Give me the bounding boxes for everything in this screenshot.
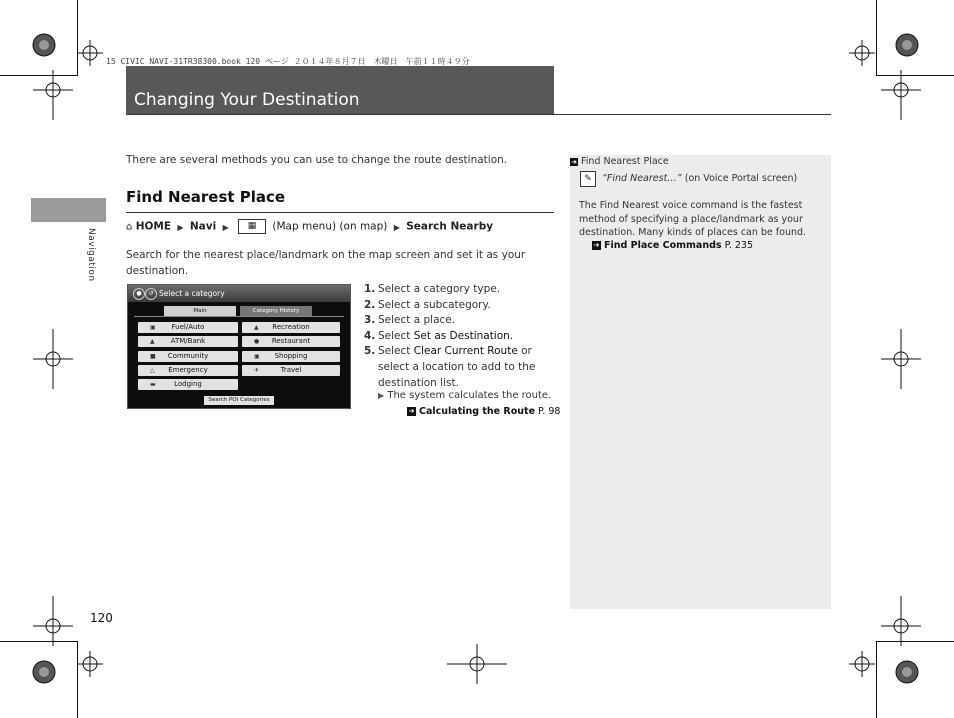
- home-icon: ⌂: [126, 221, 133, 233]
- step-result: ▶ The system calculates the route.: [378, 390, 552, 401]
- crumb-map-menu: (Map menu) (on map): [272, 220, 388, 233]
- category-atm-bank[interactable]: ▲ ATM/Bank: [138, 336, 238, 347]
- step-item: 2. Select a subcategory.: [364, 298, 491, 311]
- sidebar-marker-icon: ➜: [571, 157, 577, 166]
- arrow-right-icon: ▶: [177, 222, 184, 232]
- xref-arrow-icon: ➜: [408, 407, 415, 415]
- intro-text: There are several methods you can use to change the route destination.: [126, 154, 508, 166]
- crumb-navi: Navi: [189, 220, 217, 233]
- title-rule: [126, 114, 831, 115]
- step-item: 1. Select a category type.: [364, 283, 501, 295]
- back-icon: ↺: [145, 288, 157, 300]
- chapter-label: Navigation: [86, 228, 96, 282]
- page-number: 120: [90, 611, 113, 625]
- voice-command-icon: ✎: [580, 171, 596, 187]
- xref-arrow-icon: ➜: [593, 241, 600, 249]
- screen-title-bar: [128, 285, 350, 302]
- step-item: 5. Select Clear Current Route or select a location to add to the destination list.: [364, 345, 536, 389]
- sidebar-body: The Find Nearest voice command is the fastest method of specifying a place/landmark as your destination. Many kinds of places can be found.: [579, 200, 807, 239]
- title-bar: [126, 66, 554, 114]
- voice-command: “Find Nearest…” (on Voice Portal screen): [602, 173, 798, 184]
- tab-main[interactable]: Main: [164, 306, 236, 316]
- map-menu-icon: ▦: [238, 219, 266, 234]
- section-description: Search for the nearest place/landmark on the map screen and set it as your destination.: [126, 249, 526, 277]
- xref-find-place-commands[interactable]: ➜ Find Place Commands P. 235: [593, 240, 754, 251]
- result-arrow-icon: ▶: [378, 391, 385, 400]
- crumb-home: HOME: [135, 220, 172, 233]
- sidebar-heading: ➜ Find Nearest Place: [571, 156, 669, 167]
- steps-list: [364, 282, 554, 391]
- category-recreation[interactable]: ▲ Recreation: [242, 322, 340, 333]
- step-item: 3. Select a place.: [364, 314, 456, 327]
- category-community[interactable]: ■ Community: [138, 351, 238, 362]
- nav-screen-image: [127, 284, 351, 409]
- category-restaurant[interactable]: ● Restaurant: [242, 336, 340, 347]
- print-header: 15 CIVIC NAVI-31TR38300.book 120 ページ ２０１４年８月７日 木曜日 午前１１時４９分: [106, 57, 470, 66]
- category-shopping[interactable]: ▣ Shopping: [242, 351, 340, 362]
- page-title: Changing Your Destination: [134, 90, 360, 110]
- arrow-right-icon: ▶: [393, 222, 400, 232]
- xref-calculating-route[interactable]: ➜ Calculating the Route P. 98: [408, 406, 561, 417]
- section-heading: Find Nearest Place: [126, 188, 286, 206]
- category-lodging[interactable]: ▬ Lodging: [138, 379, 238, 390]
- section-rule: [126, 212, 554, 213]
- category-emergency[interactable]: △ Emergency: [138, 365, 238, 376]
- category-travel[interactable]: ✈ Travel: [242, 365, 340, 376]
- arrow-right-icon: ▶: [222, 222, 229, 232]
- search-poi-categories-button[interactable]: Search POI Categories: [204, 396, 274, 405]
- screen-title: Select a category: [159, 289, 225, 298]
- tab-category-history[interactable]: Category History: [240, 306, 312, 316]
- chapter-tab: [31, 198, 106, 222]
- category-fuel-auto[interactable]: ▣ Fuel/Auto: [138, 322, 238, 333]
- voice-icon: ●: [133, 288, 145, 300]
- crumb-search-nearby: Search Nearby: [406, 220, 494, 233]
- step-item: 4. Select Set as Destination.: [364, 329, 514, 342]
- breadcrumb: [126, 219, 493, 234]
